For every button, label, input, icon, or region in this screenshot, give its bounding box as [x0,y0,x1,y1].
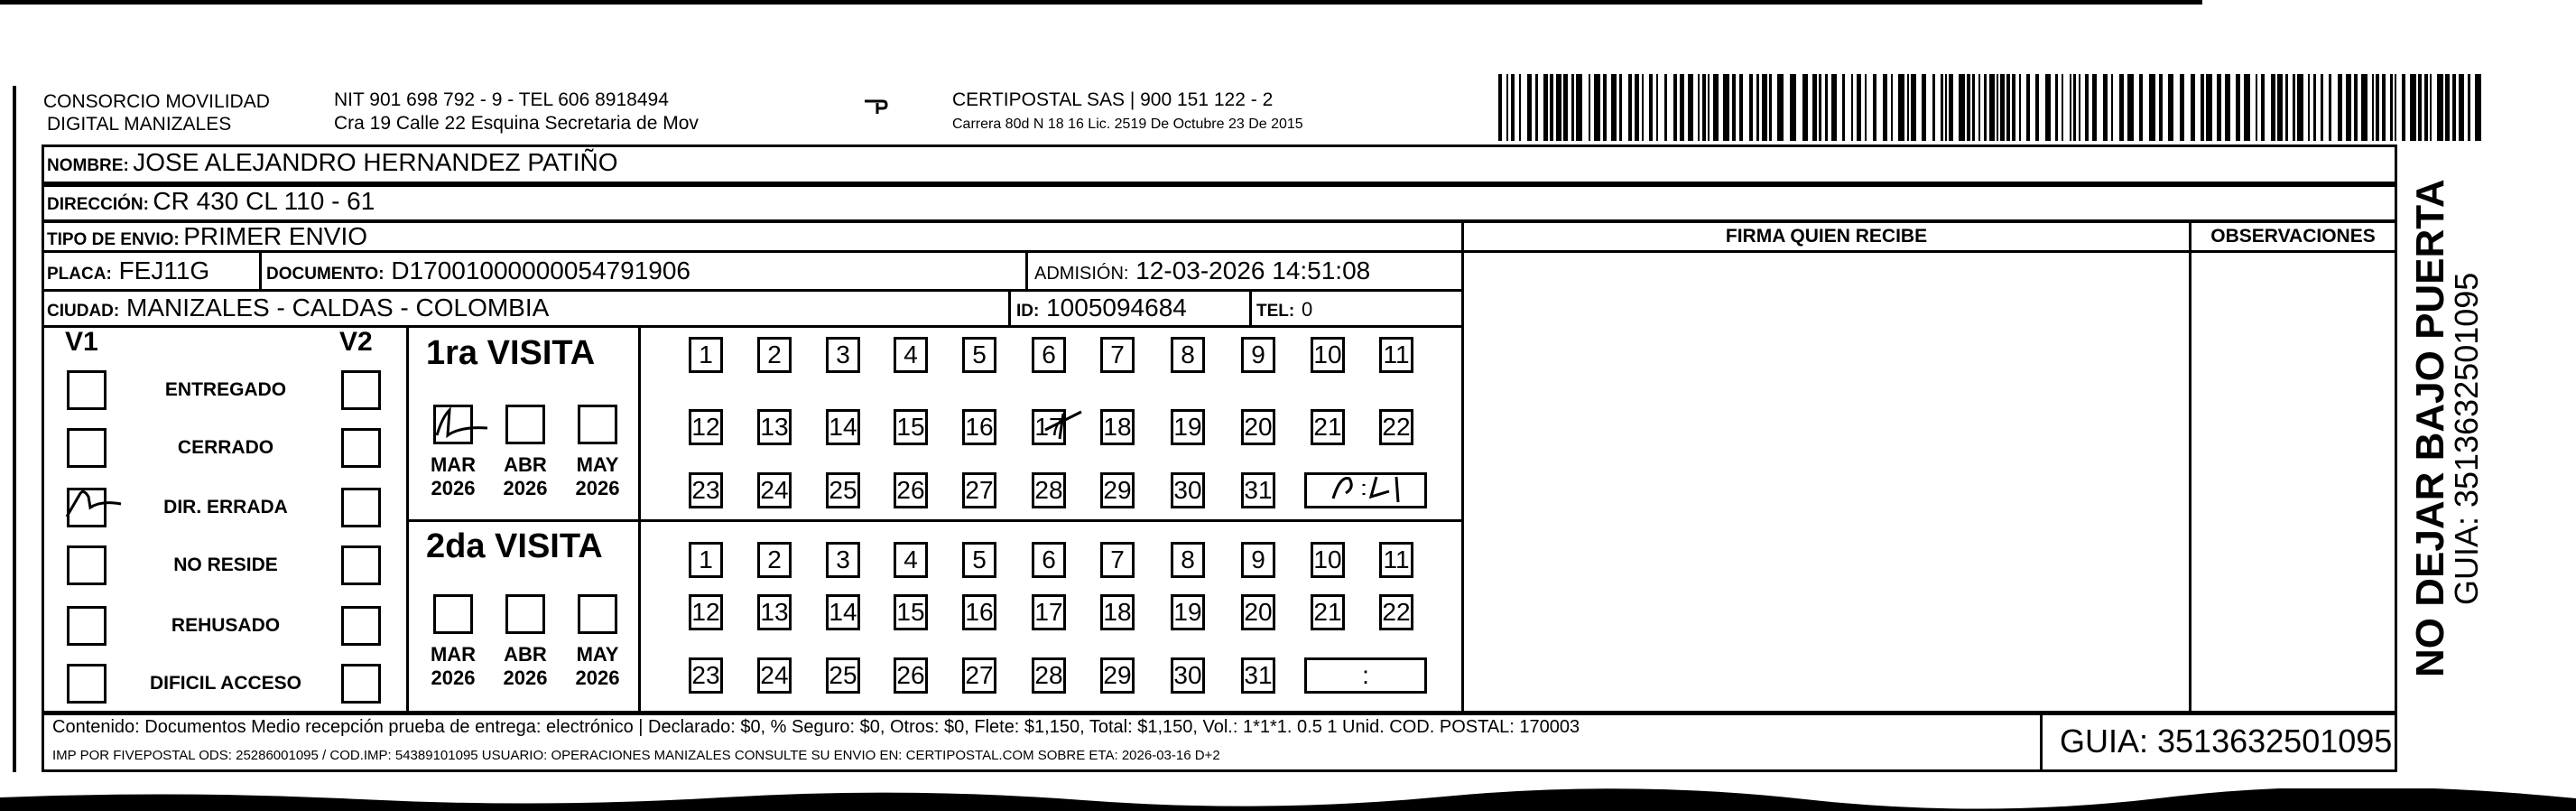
barcode-bar [2395,74,2396,141]
barcode-bar [1883,74,1887,141]
tel-label: TEL: [1256,302,1295,321]
status-reason-label: REHUSADO [171,615,281,636]
barcode-bar [1723,74,1729,141]
status-reason-label: DIFICIL ACCESO [149,673,301,694]
barcode-bar [2244,74,2250,141]
barcode-bar [2338,74,2342,141]
barcode-bar [1825,74,1828,141]
admision-field [1034,256,1370,289]
handwritten-check-dir-errada [56,480,128,535]
barcode-bar [1698,74,1700,141]
row-direccion [42,184,2397,222]
day-box[interactable]: 28 [1032,657,1066,694]
barcode-bar [1777,74,1784,141]
barcode-bar [1571,74,1574,141]
day-box[interactable]: 8 [1171,337,1205,373]
day-box[interactable]: 23 [689,657,723,694]
barcode-bar [2372,74,2374,141]
barcode-bar [1576,74,1582,141]
barcode-bar [2382,74,2386,141]
day-box[interactable]: 22 [1379,594,1413,630]
barcode-bar [2293,74,2295,141]
barcode-bar [1732,74,1736,141]
barcode-bar [2321,74,2323,141]
placa-field [47,256,209,290]
barcode-bar [1511,74,1515,141]
barcode-bar [1556,74,1561,141]
divider-doc-admision [1025,250,1028,289]
certipostal-address: Carrera 80d N 18 16 Lic. 2519 De Octubre 23 De 2015 [952,117,1303,132]
barcode-bar [2424,74,2428,141]
barcode-bar [1649,74,1653,141]
v2-checkbox[interactable] [341,606,381,646]
observaciones-heading: OBSERVACIONES [2210,226,2376,247]
barcode-bar [1519,74,1521,141]
footer-contenido: Contenido: Documentos Medio recepción prueba de entrega: electrónico | Declarado: $0, % Seguro: $0, Otros: $0, Flete: $1,150, Total: $1,150, Vol.: 1*1*1. 0.5 1 Unid. COD. POSTAL: 170003 [52,717,1580,737]
barcode-bar [1702,74,1706,141]
org-nit: NIT 901 698 792 - 9 - TEL 606 8918494 [334,89,669,110]
day-box[interactable]: 24 [757,472,792,508]
barcode-bar [1688,74,1693,141]
day-box[interactable]: 5 [962,337,996,373]
day-box[interactable]: 16 [962,594,996,630]
barcode-bar [1656,74,1658,141]
barcode-bar [1967,74,1970,141]
placa-value: FEJ11G [118,256,210,284]
org-address: Cra 19 Calle 22 Esquina Secretaria de Mov [334,113,699,134]
barcode-bar [1972,74,1975,141]
status-reason-label: CERRADO [177,437,274,458]
barcode-bar [1543,74,1548,141]
scan-edge-left [13,86,16,772]
divider-firma [1461,220,1464,715]
barcode-bar [2073,74,2076,141]
barcode-bar [2459,74,2464,141]
ciudad-value: MANIZALES - CALDAS - COLOMBIA [126,294,550,322]
barcode-bar [1865,74,1867,141]
year-label: 2026 [503,667,548,689]
day-box[interactable]: 25 [826,472,860,508]
barcode-bar [1611,74,1617,141]
day-box[interactable]: 3 [826,542,860,578]
day-box[interactable]: 31 [1241,472,1275,508]
barcode-bar [2225,74,2230,141]
barcode-bar [1842,74,1845,141]
barcode-bar [2445,74,2450,141]
org-name-line1: CONSORCIO MOVILIDAD [43,91,270,112]
barcode-bar [1873,74,1876,141]
barcode-bar [2092,74,2097,141]
day-box[interactable]: 30 [1171,657,1205,694]
barcode-bar [1594,74,1600,141]
divider-observaciones [2189,220,2191,715]
divider-placa-doc [259,250,262,289]
barcode-bar [2354,74,2358,141]
id-label: ID: [1016,302,1040,321]
tipo-label: TIPO DE ENVIO: [47,230,180,249]
month-checkbox[interactable] [578,594,617,634]
month-label: MAR [430,643,477,666]
barcode-bar [1673,74,1677,141]
day-box[interactable]: 9 [1241,337,1275,373]
handwritten-check-mar [424,399,514,453]
day-box[interactable]: 18 [1100,594,1135,630]
divider-ciudad-id [1008,289,1011,325]
day-box[interactable]: 17 [1032,409,1066,445]
barcode-bar [1756,74,1759,141]
tel-field [1256,293,1312,327]
barcode-bar [2103,74,2108,141]
tel-value: 0 [1302,298,1313,321]
barcode-bar [2410,74,2416,141]
certipostal-logo-icon [857,94,894,116]
day-box[interactable]: 26 [894,657,928,694]
day-box[interactable]: 23 [689,472,723,508]
barcode-bar [2119,74,2124,141]
barcode-bar [1851,74,1853,141]
day-box[interactable]: 4 [894,337,928,373]
barcode-bar [2271,74,2275,141]
barcode-bar [2026,74,2030,141]
tipo-value: PRIMER ENVIO [183,222,368,250]
month-label: MAR [430,453,477,476]
barcode-bar [2127,74,2134,141]
day-box[interactable]: 29 [1100,472,1135,508]
handwritten-check-day17 [1036,403,1090,448]
year-label: 2026 [575,477,620,499]
year-label: 2026 [575,667,620,689]
day-box[interactable]: 11 [1379,542,1413,578]
barcode-bar [1635,74,1639,141]
barcode-bar [1603,74,1607,141]
barcode-bar [2475,74,2481,141]
documento-label: DOCUMENTO: [266,265,385,284]
month-label: MAY [576,453,619,476]
month-label: ABR [504,453,547,476]
barcode-bar [1941,74,1943,141]
barcode-bar [1959,74,1965,141]
id-field [1016,293,1187,327]
barcode-bar [2437,74,2443,141]
barcode-bar [2361,74,2368,141]
side-guia: GUIA: 3513632501095 [2448,272,2485,605]
documento-value: D17001000000054791906 [391,256,690,284]
barcode-bar [1932,74,1935,141]
day-box[interactable]: 18 [1100,409,1135,445]
barcode-bar [1898,74,1904,141]
barcode-bar [1642,74,1644,141]
ciudad-label: CIUDAD: [47,302,120,321]
barcode-bar [2217,74,2221,141]
direccion-field [47,187,375,216]
day-box[interactable]: 15 [894,594,928,630]
day-box[interactable]: 9 [1241,542,1275,578]
day-box[interactable]: 20 [1241,594,1275,630]
day-box[interactable]: 16 [962,409,996,445]
nombre-value: JOSE ALEJANDRO HERNANDEZ PATIÑO [133,148,618,176]
barcode-bar [1535,74,1538,141]
day-box[interactable]: 10 [1311,337,1345,373]
barcode-bar [2159,74,2163,141]
barcode-bar [2085,74,2089,141]
barcode-bar [1664,74,1667,141]
v1-checkbox[interactable] [67,664,107,704]
firma-heading: FIRMA QUIEN RECIBE [1725,226,1928,247]
barcode-bar [1819,74,1821,141]
barcode-bar [1790,74,1796,141]
day-box[interactable]: 20 [1241,409,1275,445]
v1-checkbox[interactable] [67,370,107,410]
barcode-bar [1563,74,1568,141]
admision-label: ADMISIÓN: [1034,264,1129,284]
footer-imp: IMP POR FIVEPOSTAL ODS: 25286001095 / COD.IMP: 54389101095 USUARIO: OPERACIONES MANIZALES CONSULTE SU ENVIO EN: CERTIPOSTAL.COM SOBRE ETA: 2026-03-16 D+2 [52,748,1220,763]
barcode-bar [2055,74,2058,141]
day-box[interactable]: 6 [1032,337,1066,373]
day-box[interactable]: 7 [1100,542,1135,578]
divider-column-heads [1461,250,2397,253]
direccion-value: CR 430 CL 110 - 61 [153,187,375,215]
v2-label: V2 [339,327,373,357]
v2-checkbox[interactable] [341,370,381,410]
barcode-bar [2468,74,2470,141]
direccion-label: DIRECCIÓN: [47,195,149,214]
first-visit-title: 1ra VISITA [426,334,596,372]
barcode-bar [2035,74,2039,141]
barcode-bar [2149,74,2155,141]
year-label: 2026 [431,667,476,689]
day-box[interactable]: 6 [1032,542,1066,578]
barcode-bar [2201,74,2204,141]
barcode-bar [1989,74,1995,141]
footer-guia: GUIA: 3513632501095 [2060,722,2393,760]
barcode-bar [2079,74,2080,141]
barcode-bar [2191,74,2195,141]
day-box[interactable]: 27 [962,472,996,508]
day-box[interactable]: 22 [1379,409,1413,445]
barcode-bar [1739,74,1743,141]
barcode-bar [2390,74,2393,141]
barcode-bar [2111,74,2113,141]
v1-label: V1 [65,327,98,357]
v2-checkbox[interactable] [341,664,381,704]
month-checkbox[interactable] [433,594,473,634]
barcode-bar [1945,74,1947,141]
placa-label: PLACA: [47,265,112,284]
barcode-bar [2430,74,2432,141]
day-box[interactable]: 13 [757,409,792,445]
day-box[interactable]: 19 [1171,594,1205,630]
day-box[interactable]: 2 [757,337,792,373]
nombre-field [47,148,618,177]
second-visit-title: 2da VISITA [426,527,603,565]
barcode-bar [1550,74,1553,141]
barcode-bar [1527,74,1532,141]
month-label: ABR [504,643,547,666]
day-box[interactable]: 7 [1100,337,1135,373]
barcode-bar [1812,74,1817,141]
day-box[interactable]: 12 [689,409,723,445]
certipostal-logo [857,94,894,120]
barcode-bar [1949,74,1953,141]
handwritten-time [1313,466,1431,511]
day-box[interactable]: 14 [826,409,860,445]
day-box[interactable]: 11 [1379,337,1413,373]
barcode-bar [2308,74,2310,141]
day-box[interactable]: 1 [689,337,723,373]
status-reason-label: ENTREGADO [164,379,287,400]
barcode-bar [1978,74,1980,141]
barcode-bar [2168,74,2173,141]
day-box[interactable]: 13 [757,594,792,630]
barcode-bar [1708,74,1710,141]
month-checkbox[interactable] [578,405,617,444]
barcode-bar [2019,74,2021,141]
day-box[interactable]: 17 [1032,594,1066,630]
barcode-bar [1769,74,1772,141]
v1-checkbox[interactable] [67,545,107,585]
nombre-label: NOMBRE: [47,156,129,175]
v2-checkbox[interactable] [341,488,381,527]
day-box[interactable]: 5 [962,542,996,578]
time-box[interactable]: : [1304,657,1427,694]
day-box[interactable]: 25 [826,657,860,694]
barcode-bar [2297,74,2303,141]
day-box[interactable]: 3 [826,337,860,373]
day-box[interactable]: 30 [1171,472,1205,508]
day-box[interactable]: 19 [1171,409,1205,445]
barcode-bar [1984,74,1987,141]
barcode-bar [2012,74,2015,141]
barcode-bar [1762,74,1767,141]
ciudad-field [47,293,549,327]
scan-edge-bottom [0,788,2576,811]
barcode-bar [1619,74,1622,141]
barcode-bar [1911,74,1916,141]
barcode-bar [1997,74,1998,141]
barcode-bar [1857,74,1861,141]
barcode-bar [2256,74,2257,141]
barcode-bar [1498,74,1502,141]
barcode-bar [2062,74,2063,141]
barcode-bar [2139,74,2143,141]
day-box[interactable]: 26 [894,472,928,508]
day-box[interactable]: 4 [894,542,928,578]
v1-checkbox[interactable] [67,428,107,468]
side-no-dejar: NO DEJAR BAJO PUERTA [2408,179,2452,677]
barcode-bar [1680,74,1684,141]
barcode-bar [1628,74,1632,141]
tipo-field [47,222,367,251]
day-box[interactable]: 27 [962,657,996,694]
day-box[interactable]: 8 [1171,542,1205,578]
documento-field [266,256,690,290]
barcode-bar [2206,74,2212,141]
day-box[interactable]: 1 [689,542,723,578]
day-box[interactable]: 28 [1032,472,1066,508]
day-box[interactable]: 2 [757,542,792,578]
divider-visits [406,519,1464,522]
barcode-bar [2006,74,2010,141]
v2-checkbox[interactable] [341,545,381,585]
barcode-bar [2346,74,2351,141]
day-box[interactable]: 21 [1311,594,1345,630]
barcode-bar [1802,74,1808,141]
barcode-bar [1589,74,1590,141]
day-box[interactable]: 29 [1100,657,1135,694]
barcode-bar [1922,74,1926,141]
barcode [1498,74,2491,141]
barcode-bar [1506,74,1508,141]
org-name-line2: DIGITAL MANIZALES [47,114,232,135]
day-box[interactable]: 31 [1241,657,1275,694]
certipostal-title: CERTIPOSTAL SAS | 900 151 122 - 2 [952,89,1274,110]
barcode-bar [1831,74,1837,141]
day-box[interactable]: 24 [757,657,792,694]
status-reason-label: NO RESIDE [173,555,278,575]
day-box[interactable]: 10 [1311,542,1345,578]
year-label: 2026 [503,477,548,499]
barcode-bar [2236,74,2240,141]
barcode-bar [1749,74,1753,141]
barcode-bar [2418,74,2422,141]
barcode-bar [1907,74,1909,141]
barcode-bar [2329,74,2331,141]
v2-checkbox[interactable] [341,428,381,468]
day-box[interactable]: 21 [1311,409,1345,445]
barcode-bar [2313,74,2316,141]
barcode-bar [2045,74,2051,141]
id-value: 1005094684 [1046,294,1187,322]
barcode-bar [1713,74,1719,141]
status-reason-label: DIR. ERRADA [163,497,288,517]
year-label: 2026 [431,477,476,499]
barcode-bar [2000,74,2005,141]
barcode-bar [2261,74,2265,141]
barcode-bar [2402,74,2405,141]
day-box[interactable]: 12 [689,594,723,630]
barcode-bar [1891,74,1893,141]
day-box[interactable]: 14 [826,594,860,630]
day-box[interactable]: 15 [894,409,928,445]
v1-checkbox[interactable] [67,606,107,646]
barcode-bar [2180,74,2184,141]
month-checkbox[interactable] [505,594,545,634]
scan-edge-top [0,0,2202,5]
divider-id-tel [1249,289,1252,325]
month-label: MAY [576,643,619,666]
barcode-bar [2376,74,2379,141]
barcode-bar [2285,74,2288,141]
admision-value: 12-03-2026 14:51:08 [1135,256,1371,284]
barcode-bar [2070,74,2071,141]
barcode-bar [2452,74,2456,141]
barcode-bar [2277,74,2283,141]
